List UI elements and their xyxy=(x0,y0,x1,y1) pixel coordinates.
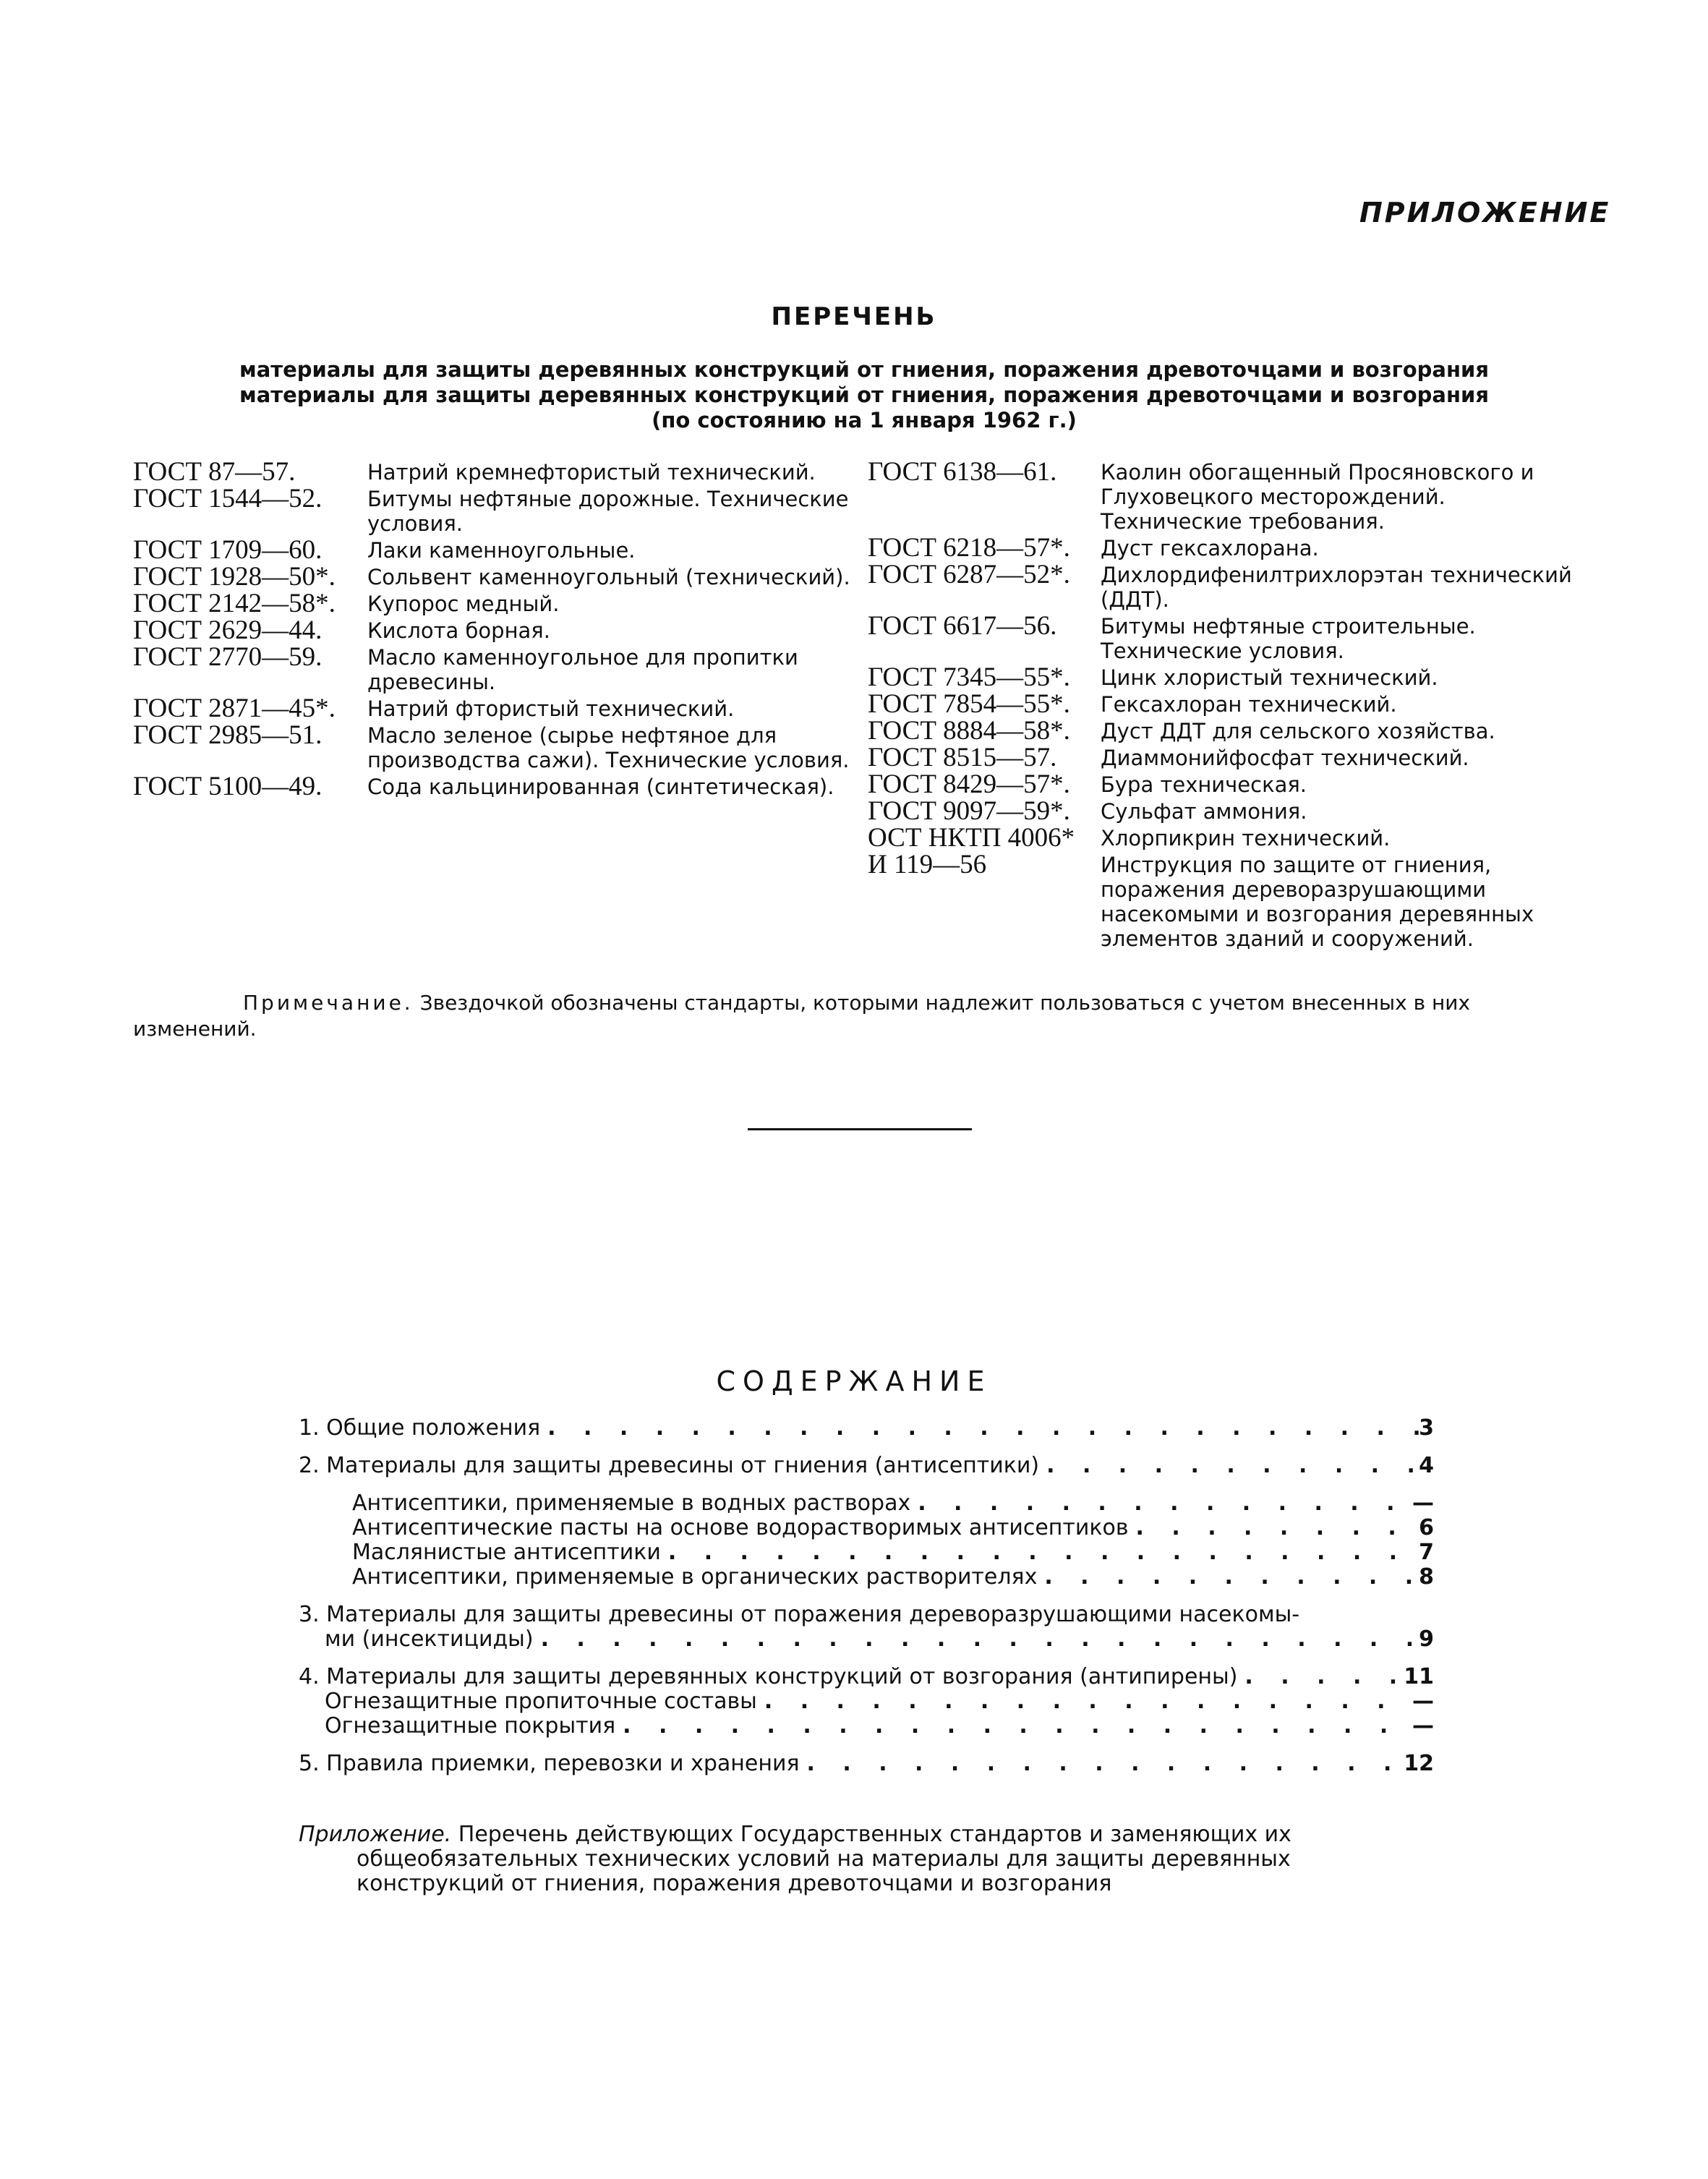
standard-entry xyxy=(133,589,863,618)
toc-dot-leader xyxy=(661,1540,1419,1565)
toc-entry-text: 4. Материалы для защиты деревянных конструкций от возгорания (антипирены) xyxy=(299,1664,1238,1689)
toc-entry-text: 3. Материалы для защиты древесины от поражения дереворазрушающими насекомы- xyxy=(299,1602,1300,1627)
toc-entry[interactable] xyxy=(299,1416,1434,1441)
note-text: Звездочкой обозначены стандарты, которыми надлежит пользоваться с учетом внесенных в них изменений. xyxy=(133,991,1471,1041)
appendix-line-3: конструкций от гниения, поражения древоточцами и возгорания xyxy=(356,1871,1112,1896)
standard-description: Битумы нефтяные дорожные. Технические условия. xyxy=(367,487,849,536)
toc-page-number: 4 xyxy=(1419,1453,1434,1478)
standard-entry xyxy=(868,850,1587,951)
toc-subentry[interactable] xyxy=(299,1689,1434,1714)
toc-entry-text: Маслянистые антисептики xyxy=(352,1540,661,1565)
standard-description: Каолин обогащенный Просяновского и Глуховецкого месторождений. Технические требования. xyxy=(1101,460,1534,534)
toc-page-number: 9 xyxy=(1419,1626,1434,1652)
standard-description: Дуст ДДТ для сельского хозяйства. xyxy=(1101,719,1495,743)
standards-right-column xyxy=(868,457,1587,953)
standard-code: ГОСТ 2142—58*. xyxy=(133,589,336,618)
standard-code: ГОСТ 8515—57. xyxy=(868,743,1057,772)
toc-dot-leader xyxy=(540,1416,1419,1441)
appendix-line-2: общеобязательных технических условий на материалы для защиты деревянных xyxy=(356,1846,1291,1872)
toc-entry-text: Антисептики, применяемые в водных растворах xyxy=(352,1491,911,1516)
list-title: ПЕРЕЧЕНЬ xyxy=(771,302,937,331)
toc-dot-leader xyxy=(800,1752,1404,1776)
standard-entry xyxy=(868,689,1587,719)
standard-entry xyxy=(133,562,863,592)
standards-left-column xyxy=(133,457,863,801)
toc-page-number: 3 xyxy=(1419,1415,1434,1441)
toc-dot-leader xyxy=(910,1491,1412,1516)
toc-entry[interactable] xyxy=(299,1665,1434,1689)
standard-description: Битумы нефтяные строительные. Технические условия. xyxy=(1101,614,1476,663)
standard-code: ГОСТ 1544—52. xyxy=(133,484,323,513)
toc-entry-text: Антисептические пасты на основе водорастворимых антисептиков xyxy=(352,1515,1129,1540)
standard-entry xyxy=(868,533,1587,563)
list-subtitle-line-2: материалы для защиты деревянных конструкций от гниения, поражения древоточцами и возгорания xyxy=(239,383,1489,407)
toc-entry-continuation xyxy=(299,1627,1434,1652)
note-heading: Примечание. xyxy=(243,991,414,1015)
standard-entry xyxy=(868,743,1587,772)
toc-entry[interactable] xyxy=(299,1752,1434,1776)
standard-code: ГОСТ 5100—49. xyxy=(133,772,323,801)
list-subtitle-line-1: материалы для защиты деревянных конструкций от гниения, поражения древоточцами и возгорания xyxy=(239,357,1489,382)
standard-code: ГОСТ 1709—60. xyxy=(133,535,323,565)
toc-page-number: 6 xyxy=(1419,1515,1434,1540)
standard-description: Диаммонийфосфат технический. xyxy=(1101,746,1469,770)
toc-page-number: — xyxy=(1412,1689,1434,1714)
standard-code: ГОСТ 87—57. xyxy=(133,457,296,487)
standard-code: ГОСТ 6138—61. xyxy=(868,457,1057,487)
standard-description: Хлорпикрин технический. xyxy=(1101,826,1391,850)
toc-subentry[interactable] xyxy=(299,1491,1434,1516)
toc-dot-leader xyxy=(1037,1565,1419,1590)
standard-entry xyxy=(868,611,1587,663)
table-of-contents xyxy=(299,1416,1434,1776)
standard-code: ГОСТ 6617—56. xyxy=(868,611,1057,641)
standard-entry xyxy=(868,823,1587,853)
standard-entry xyxy=(133,642,863,694)
toc-page-number: 11 xyxy=(1404,1664,1434,1689)
toc-subentry[interactable] xyxy=(299,1565,1434,1590)
standard-description: Лаки каменноугольные. xyxy=(367,538,636,563)
standard-entry xyxy=(868,457,1587,534)
toc-page-number: 12 xyxy=(1404,1751,1434,1776)
standard-description: Инструкция по защите от гниения, поражения дереворазрушающими насекомыми и возгорания деревянных элементов зданий и сооружений. xyxy=(1101,853,1534,951)
toc-entry[interactable] xyxy=(299,1603,1434,1652)
standard-description: Масло каменноугольное для пропитки древесины. xyxy=(367,645,798,694)
toc-entry-text: Огнезащитные пропиточные составы xyxy=(325,1689,757,1714)
standard-description: Сульфат аммония. xyxy=(1101,799,1307,824)
standard-code: ГОСТ 6287—52*. xyxy=(868,560,1070,589)
toc-subentry[interactable] xyxy=(299,1516,1434,1540)
toc-entry-text: 2. Материалы для защиты древесины от гниения (антисептики) xyxy=(299,1453,1040,1478)
standard-code: ГОСТ 8884—58*. xyxy=(868,716,1070,746)
standard-description: Сода кальцинированная (синтетическая). xyxy=(367,775,834,799)
standard-code: ГОСТ 1928—50*. xyxy=(133,562,336,592)
standard-entry xyxy=(868,560,1587,612)
standard-description: Натрий кремнефтористый технический. xyxy=(367,460,816,485)
standard-code: ГОСТ 7854—55*. xyxy=(868,689,1070,719)
toc-entry-text: Антисептики, применяемые в органических растворителях xyxy=(352,1564,1038,1590)
standard-entry xyxy=(868,769,1587,799)
standard-entry xyxy=(133,696,863,721)
standard-entry xyxy=(133,484,863,536)
standard-entry xyxy=(133,720,863,772)
standard-description: Дихлордифенилтрихлорэтан технический (ДДТ). xyxy=(1101,563,1572,612)
standard-entry xyxy=(868,796,1587,826)
toc-entry-text: 5. Правила приемки, перевозки и хранения xyxy=(299,1751,800,1776)
toc-page-number: — xyxy=(1412,1491,1434,1516)
standard-description: Натрий фтористый технический. xyxy=(367,696,735,721)
toc-subentry[interactable] xyxy=(299,1714,1434,1739)
toc-dot-leader xyxy=(1129,1516,1419,1540)
list-subtitle-line-3: (по состоянию на 1 января 1962 г.) xyxy=(652,408,1077,432)
standard-description: Купорос медный. xyxy=(367,592,560,616)
toc-subentry[interactable] xyxy=(299,1540,1434,1565)
list-note xyxy=(133,990,1579,1042)
toc-entry-text-continued: ми (инсектициды) xyxy=(325,1626,534,1652)
standard-code: ГОСТ 7345—55*. xyxy=(868,662,1070,692)
appendix-lead: Приложение. xyxy=(299,1822,452,1847)
toc-page-number: 7 xyxy=(1419,1540,1434,1565)
toc-dot-leader xyxy=(757,1689,1412,1714)
toc-entry[interactable] xyxy=(299,1454,1434,1478)
standard-code: ГОСТ 2629—44. xyxy=(133,615,323,645)
toc-title: СОДЕРЖАНИЕ xyxy=(716,1365,992,1397)
standard-code: ГОСТ 2871—45*. xyxy=(133,694,336,723)
appendix-label: ПРИЛОЖЕНИЕ xyxy=(1359,197,1611,229)
standard-entry xyxy=(133,535,863,565)
standard-code: И 119—56 xyxy=(868,850,987,879)
standard-description: Кислота борная. xyxy=(367,618,550,643)
toc-page-number: — xyxy=(1412,1713,1434,1739)
standard-entry xyxy=(868,662,1587,692)
standard-entry xyxy=(133,457,863,487)
toc-page-number: 8 xyxy=(1419,1564,1434,1590)
standard-entry xyxy=(133,772,863,801)
standard-entry xyxy=(868,716,1587,746)
standard-description: Сольвент каменноугольный (технический). xyxy=(367,565,850,589)
toc-appendix-entry[interactable] xyxy=(299,1822,1398,1896)
appendix-line-1: Перечень действующих Государственных стандартов и заменяющих их xyxy=(458,1822,1291,1847)
standard-description: Цинк хлористый технический. xyxy=(1101,665,1438,690)
toc-dot-leader xyxy=(1237,1665,1404,1689)
standard-code: ОСТ НКТП 4006* xyxy=(868,823,1075,853)
standard-code: ГОСТ 8429—57*. xyxy=(868,769,1070,799)
standard-description: Дуст гексахлорана. xyxy=(1101,536,1319,560)
standard-entry xyxy=(133,615,863,645)
standard-code: ГОСТ 2770—59. xyxy=(133,642,323,672)
standard-code: ГОСТ 6218—57*. xyxy=(868,533,1070,563)
toc-dot-leader xyxy=(1039,1454,1419,1478)
standard-code: ГОСТ 9097—59*. xyxy=(868,796,1070,826)
standard-code: ГОСТ 2985—51. xyxy=(133,720,323,750)
standard-description: Масло зеленое (сырье нефтяное для производства сажи). Технические условия. xyxy=(367,723,850,772)
toc-dot-leader xyxy=(534,1627,1419,1652)
standard-description: Гексахлоран технический. xyxy=(1101,692,1397,717)
toc-entry-text: 1. Общие положения xyxy=(299,1415,541,1441)
standard-description: Бура техническая. xyxy=(1101,772,1307,797)
section-divider xyxy=(748,1128,972,1130)
toc-dot-leader xyxy=(615,1714,1412,1739)
toc-entry-text: Огнезащитные покрытия xyxy=(325,1713,616,1739)
